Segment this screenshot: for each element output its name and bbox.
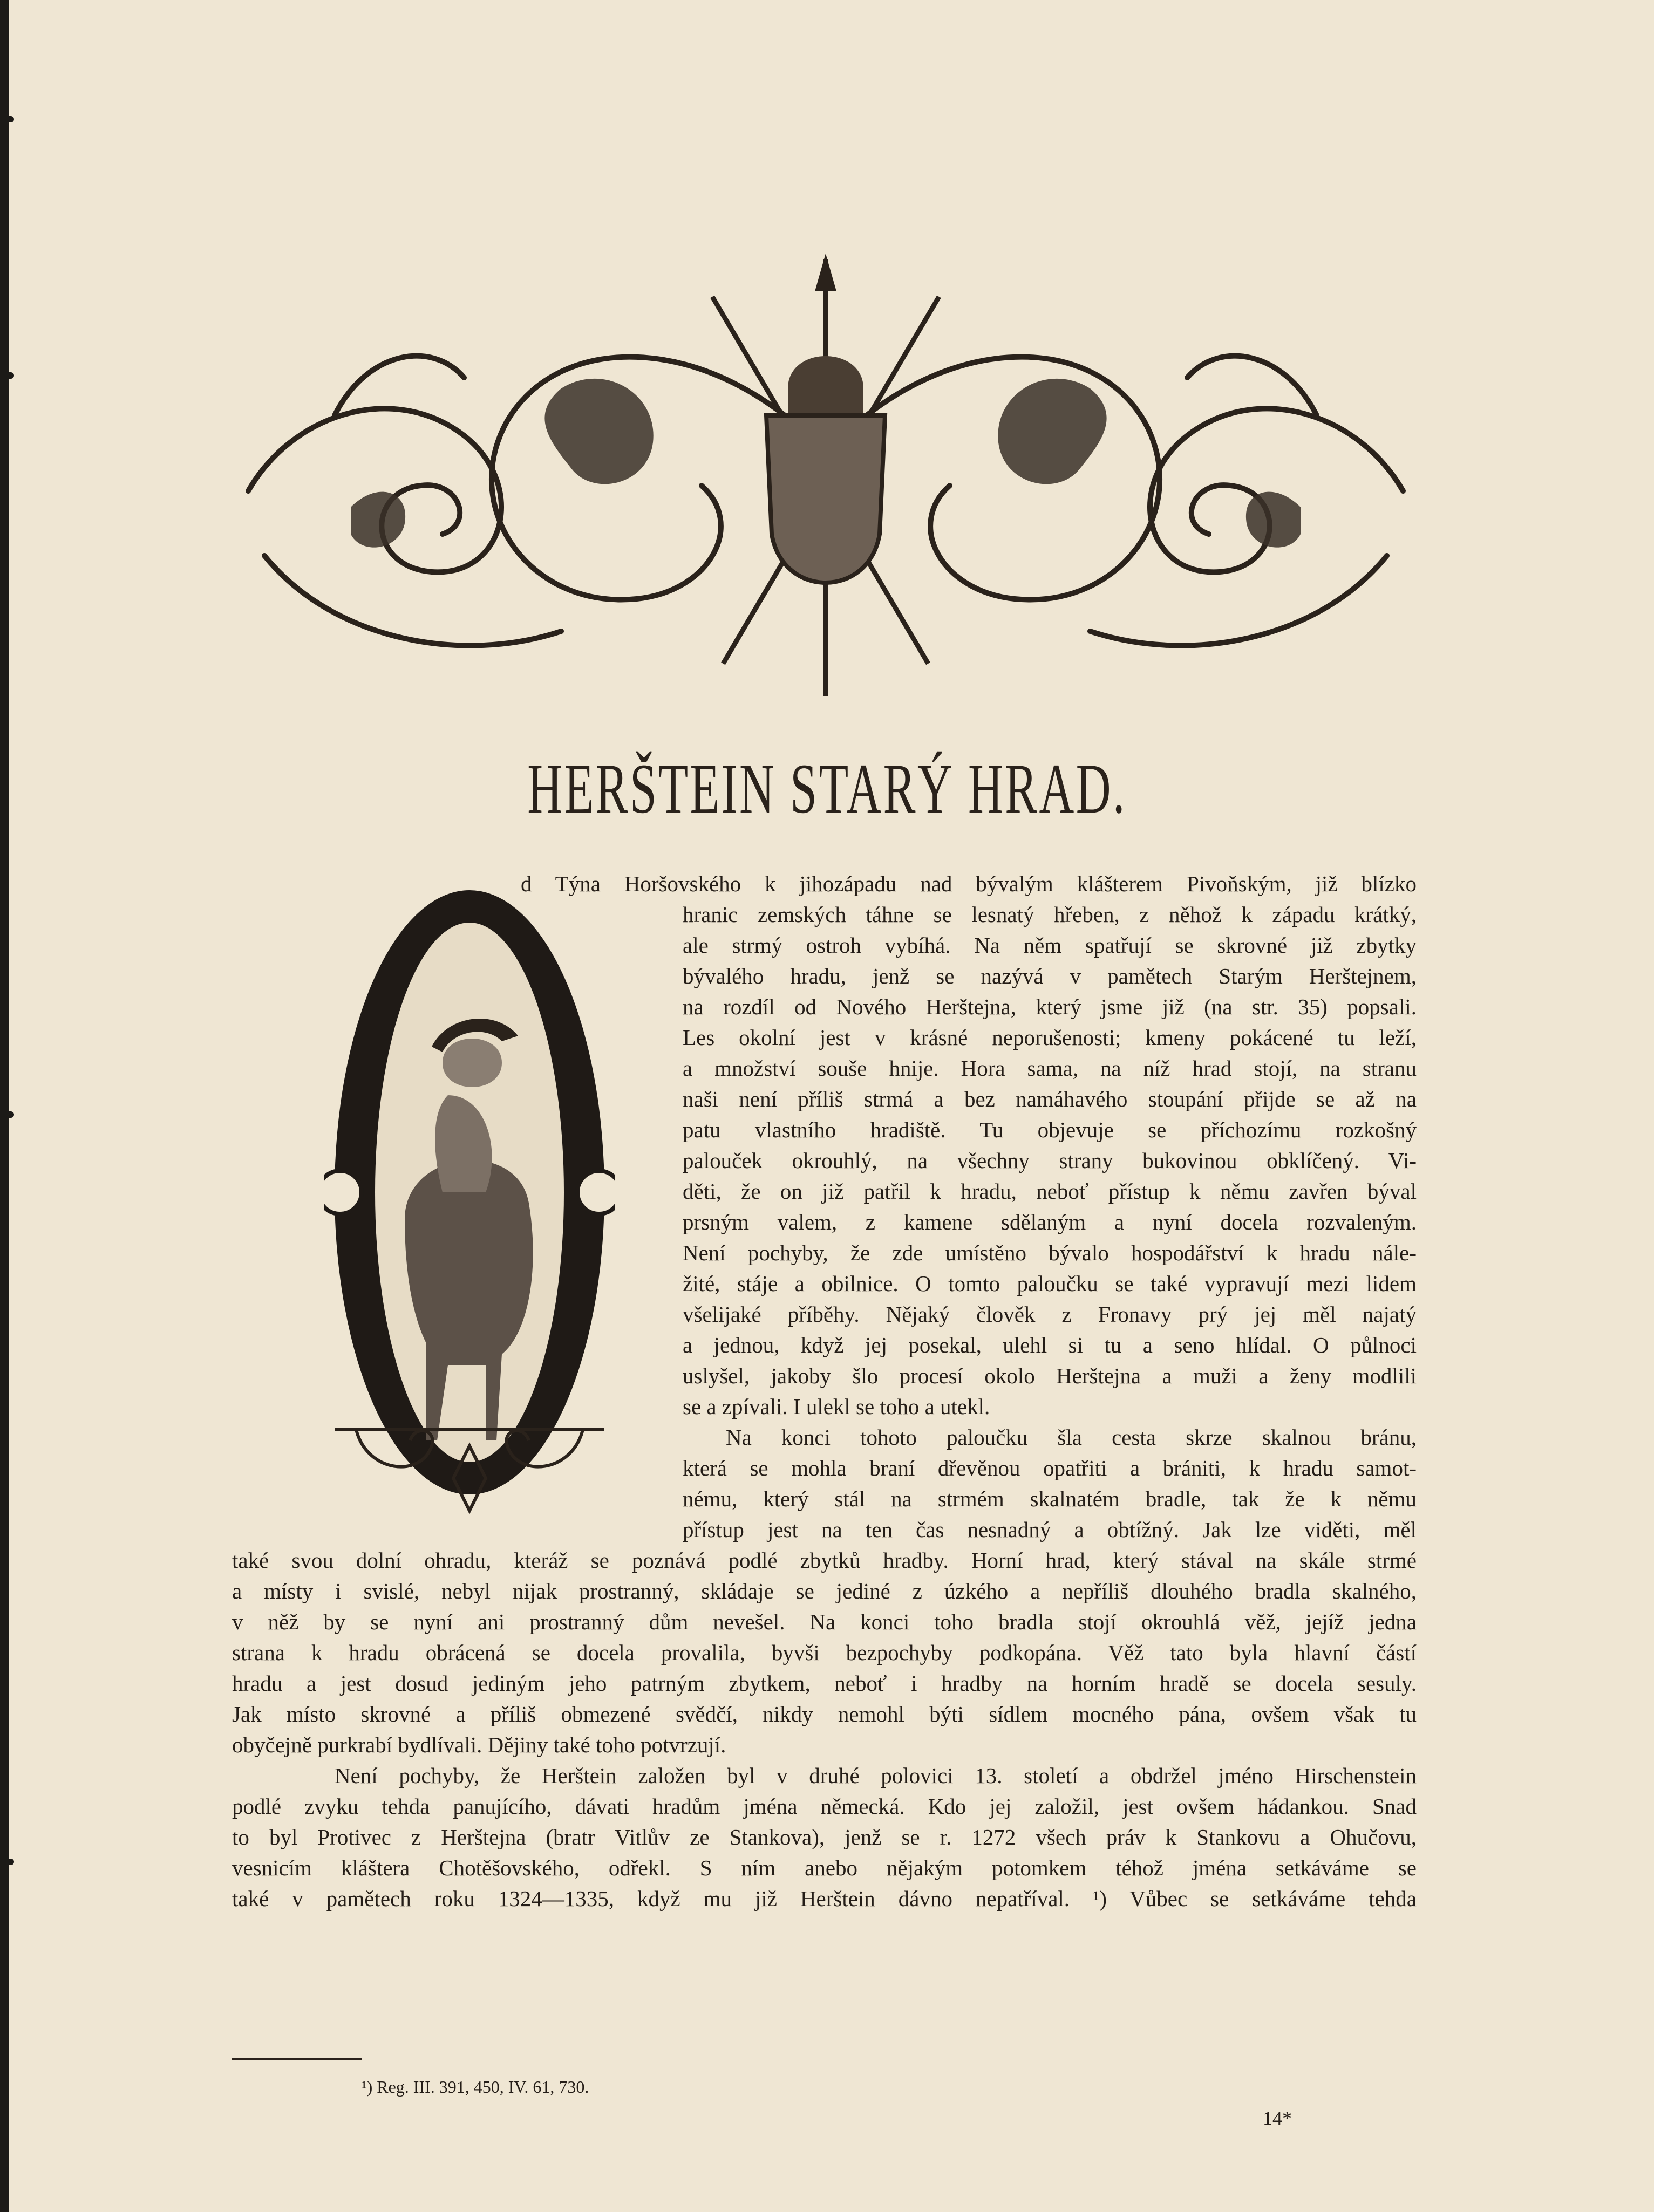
text-line: patu vlastního hradiště. Tu objevuje se příchozímu rozkošný (683, 1117, 1417, 1142)
page-number: 14* (1263, 2107, 1292, 2129)
text-line: Les okolní jest v krásné neporušenosti; kmeny pokácené tu leží, (683, 1025, 1417, 1050)
edge-mark (0, 116, 14, 122)
text-line: která se mohla braní dřevěnou opatřiti a brániti, k hradu samot- (683, 1456, 1417, 1480)
text-line: to byl Protivec z Herštejna (bratr Vitlův ze Stankova), jenž se r. 1272 všech práv k Stankovu a Ohučovu, (232, 1825, 1417, 1849)
edge-mark (0, 372, 14, 379)
text-line: uslyšel, jakoby šlo procesí okolo Herštejna a muži a ženy modlili (683, 1363, 1417, 1388)
text-line: na rozdíl od Nového Herštejna, který jsme již (na str. 35) popsali. (683, 994, 1417, 1019)
text-line: se a zpívali. I ulekl se toho a utekl. (683, 1394, 990, 1419)
text-line: bývalého hradu, jenž se nazývá v pamětech Starým Herštejnem, (683, 964, 1417, 988)
text-line: v něž by se nyní ani prostranný dům nevešel. Na konci toho bradla stojí okrouhlá věž, jejíž jedna (232, 1609, 1417, 1634)
text-line: a množství souše hnije. Hora sama, na níž hrad stojí, na stranu (683, 1056, 1417, 1081)
page-title: HERŠTEIN STARÝ HRAD. (527, 749, 1127, 828)
text-line: Na konci tohoto paloučku šla cesta skrze skalnou bránu, (726, 1425, 1417, 1450)
text-line: vesnicím kláštera Chotěšovského, odřekl. S ním anebo nějakým potomkem téhož jména setkáváme se (232, 1855, 1417, 1880)
text-line: a místy i svislé, nebyl nijak prostranný, skládaje se jediné z úzkého a nepříliš dlouhého bradla skalného, (232, 1579, 1417, 1603)
text-line: Není pochyby, že zde umístěno bývalo hospodářství k hradu nále- (683, 1240, 1417, 1265)
text-line: také v pamětech roku 1324—1335, když mu již Herštein dávno nepatříval. ¹) Vůbec se setkáváme tehda (232, 1886, 1417, 1911)
footnote: ¹) Reg. III. 391, 450, IV. 61, 730. (362, 2077, 589, 2097)
text-line: strana k hradu obrácená se docela provalila, byvši bezpochyby podkopána. Věž tato byla hlavní částí (232, 1640, 1417, 1665)
text-line: přístup jest na ten čas nesnadný a obtížný. Jak lze viděti, měl (683, 1517, 1417, 1542)
text-line: prsným valem, z kamene sdělaným a nyní docela rozvaleným. (683, 1210, 1417, 1234)
text-line: hradu a jest dosud jediným jeho patrným zbytkem, neboť i hradby na horním hradě se docela sesuly. (232, 1671, 1417, 1696)
text-line: děti, že on již patřil k hradu, neboť přístup k němu zavřen býval (683, 1179, 1417, 1204)
text-line: d Týna Horšovského k jihozápadu nad bývalým klášterem Pivoňským, již blízko (521, 871, 1417, 896)
text-line: podlé zvyku tehda panujícího, dávati hradům jména německá. Kdo jej založil, jest ovšem hádankou. Snad (232, 1794, 1417, 1819)
text-line: obyčejně purkrabí bydlívali. Dějiny také toho potvrzují. (232, 1732, 726, 1757)
text-line: také svou dolní ohradu, kteráž se poznává podlé zbytků hradby. Horní hrad, který stával na skále strmé (232, 1548, 1417, 1573)
edge-mark (0, 1111, 14, 1118)
initial-flourish (324, 1397, 615, 1532)
text-line: ale strmý ostroh vybíhá. Na něm spatřují se skrovné již zbytky (683, 933, 1417, 958)
text-line: nému, který stál na strmém skalnatém bradle, tak že k němu (683, 1486, 1417, 1511)
text-line: všelijaké příběhy. Nějaký člověk z Fronavy prý jej měl najatý (683, 1302, 1417, 1327)
text-line: a jednou, když jej posekal, ulehl si tu a seno hlídal. O půlnoci (683, 1333, 1417, 1357)
text-line: hranic zemských táhne se lesnatý hřeben, z něhož k západu krátký, (683, 902, 1417, 927)
footnote-rule (232, 2058, 362, 2060)
text-line: Jak místo skrovné a příliš obmezené svědčí, nikdy nemohl býti sídlem mocného pána, ovšem však tu (232, 1702, 1417, 1726)
ornament-header (227, 254, 1425, 712)
text-line: žité, stáje a obilnice. O tomto paloučku se také vypravují mezi lidem (683, 1271, 1417, 1296)
text-line: naši není příliš strmá a bez namáhavého stoupání přijde se až na (683, 1087, 1417, 1111)
edge-mark (0, 1859, 14, 1865)
page-edge (0, 0, 9, 2212)
text-line: Není pochyby, že Herštein založen byl v druhé polovici 13. století a obdržel jméno Hirschenstein (335, 1763, 1417, 1788)
text-line: palouček okrouhlý, na všechny strany bukovinou obklíčený. Vi- (683, 1148, 1417, 1173)
